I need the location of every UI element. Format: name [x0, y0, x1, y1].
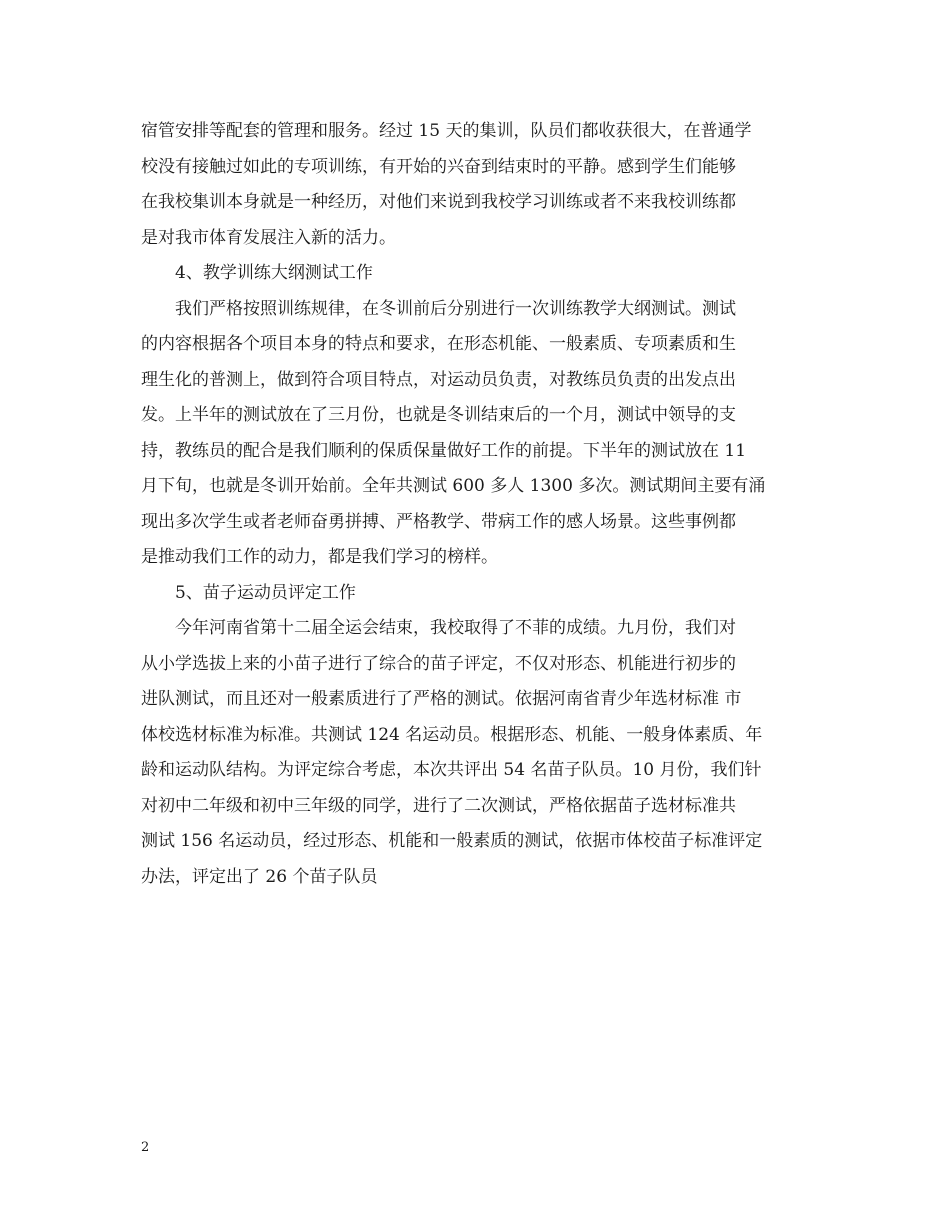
body-line-22: 办法，评定出了 26 个苗子队员 [141, 866, 378, 887]
body-line-2: 校没有接触过如此的专项训练，有开始的兴奋到结束时的平静。感到学生们能够 [141, 156, 736, 177]
body-line-21: 测试 156 名运动员，经过形态、机能和一般素质的测试，依据市体校苗子标准评定 [141, 831, 763, 851]
body-line-4: 是对我市体育发展注入新的活力。 [141, 227, 396, 248]
body-line-9: 发。上半年的测试放在了三月份，也就是冬训结束后的一个月，测试中领导的支 [141, 405, 736, 425]
section-heading-4: 4、教学训练大纲测试工作 [175, 263, 373, 283]
body-line-6: 我们严格按照训练规律，在冬训前后分别进行一次训练教学大纲测试。测试 [175, 298, 736, 319]
body-line-13: 是推动我们工作的动力，都是我们学习的榜样。 [141, 547, 498, 567]
section-heading-5: 5、苗子运动员评定工作 [175, 582, 356, 603]
page-number: 2 [141, 1140, 150, 1155]
document-body [141, 114, 811, 895]
body-line-10: 持，教练员的配合是我们顺利的保质保量做好工作的前提。下半年的测试放在 11 [141, 440, 747, 461]
body-line-8: 理生化的普测上，做到符合项目特点，对运动员负责，对教练员负责的出发点出 [141, 369, 736, 390]
body-line-20: 对初中二年级和初中三年级的同学，进行了二次测试，严格依据苗子选材标准共 [141, 795, 736, 816]
body-line-17: 进队测试，而且还对一般素质进行了严格的测试。依据河南省青少年选材标准 市 [141, 689, 742, 709]
body-line-12: 现出多次学生或者老师奋勇拼搏、严格教学、带病工作的感人场景。这些事例都 [141, 511, 736, 532]
body-line-1: 宿管安排等配套的管理和服务。经过 15 天的集训，队员们都收获很大，在普通学 [141, 121, 752, 141]
body-line-16: 从小学选拔上来的小苗子进行了综合的苗子评定，不仅对形态、机能进行初步的 [141, 653, 736, 674]
body-line-18: 体校选材标准为标准。共测试 124 名运动员。根据形态、机能、一般身体素质、年 [141, 724, 763, 745]
body-line-19: 龄和运动队结构。为评定综合考虑，本次共评出 54 名苗子队员。10 月份，我们针 [141, 760, 762, 780]
body-line-7: 的内容根据各个项目本身的特点和要求，在形态机能、一般素质、专项素质和生 [141, 334, 736, 354]
body-line-15: 今年河南省第十二届全运会结束，我校取得了不菲的成绩。九月份，我们对 [175, 618, 736, 638]
body-line-11: 月下旬，也就是冬训开始前。全年共测试 600 多人 1300 多次。测试期间主要有涌 [141, 476, 766, 496]
body-line-3: 在我校集训本身就是一种经历，对他们来说到我校学习训练或者不来我校训练都 [141, 192, 736, 212]
